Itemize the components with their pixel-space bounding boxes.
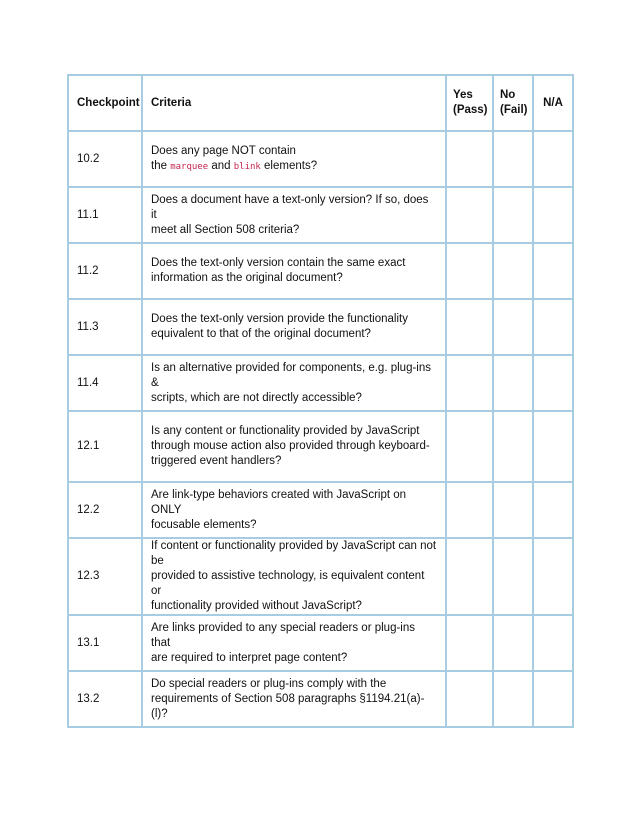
na-cell[interactable] — [533, 411, 573, 482]
table-row — [68, 131, 573, 187]
checkpoint-cell: 11.4 — [68, 355, 142, 411]
yes-cell[interactable] — [446, 355, 493, 411]
checkpoint-cell: 11.3 — [68, 299, 142, 355]
no-cell[interactable] — [493, 355, 533, 411]
criteria-cell: Is an alternative provided for components, e.g. plug-ins & scripts, which are not directly accessible? — [142, 355, 446, 411]
criteria-cell: If content or functionality provided by JavaScript can not be provided to assistive technology, is equivalent content or functionality provided without JavaScript? — [142, 538, 446, 615]
yes-cell[interactable] — [446, 187, 493, 243]
criteria-cell: Are links provided to any special readers or plug-ins that are required to interpret page content? — [142, 615, 446, 671]
yes-cell[interactable] — [446, 299, 493, 355]
table-row — [68, 299, 573, 355]
table-row — [68, 671, 573, 727]
table-row — [68, 355, 573, 411]
na-cell[interactable] — [533, 131, 573, 187]
header-yes-label: Yes — [453, 89, 473, 101]
table-row — [68, 538, 573, 615]
no-cell[interactable] — [493, 482, 533, 538]
na-cell[interactable] — [533, 671, 573, 727]
table-row — [68, 187, 573, 243]
header-row — [68, 75, 573, 131]
header-yes-sub: (Pass) — [453, 104, 488, 116]
yes-cell[interactable] — [446, 482, 493, 538]
yes-cell[interactable] — [446, 538, 493, 615]
criteria-cell: Does the text-only version contain the same exact information as the original document? — [142, 243, 446, 299]
checkpoint-cell: 13.2 — [68, 671, 142, 727]
yes-cell[interactable] — [446, 131, 493, 187]
header-no-label: No — [500, 89, 516, 101]
header-na: N/A — [533, 75, 573, 131]
na-cell[interactable] — [533, 243, 573, 299]
na-cell[interactable] — [533, 187, 573, 243]
na-cell[interactable] — [533, 538, 573, 615]
header-criteria: Criteria — [142, 75, 446, 131]
no-cell[interactable] — [493, 411, 533, 482]
no-cell[interactable] — [493, 538, 533, 615]
checkpoint-cell: 11.2 — [68, 243, 142, 299]
header-checkpoint: Checkpoint — [68, 75, 142, 131]
no-cell[interactable] — [493, 671, 533, 727]
no-cell[interactable] — [493, 187, 533, 243]
checkpoint-cell: 12.1 — [68, 411, 142, 482]
criteria-cell: Is any content or functionality provided by JavaScript through mouse action also provided through keyboard- triggered event handlers? — [142, 411, 446, 482]
table-row — [68, 482, 573, 538]
yes-cell[interactable] — [446, 671, 493, 727]
na-cell[interactable] — [533, 615, 573, 671]
header-yes — [446, 75, 493, 131]
criteria-cell: Does any page NOT contain the marquee and blink elements? — [142, 131, 446, 187]
checkpoint-cell: 12.2 — [68, 482, 142, 538]
table-row — [68, 411, 573, 482]
criteria-cell: Are link-type behaviors created with JavaScript on ONLY focusable elements? — [142, 482, 446, 538]
criteria-cell: Does a document have a text-only version? If so, does it meet all Section 508 criteria? — [142, 187, 446, 243]
code-marquee: marquee — [170, 161, 209, 172]
checklist-table — [67, 74, 574, 728]
checkpoint-cell: 11.1 — [68, 187, 142, 243]
checkpoint-cell: 12.3 — [68, 538, 142, 615]
header-no-sub: (Fail) — [500, 104, 528, 116]
no-cell[interactable] — [493, 299, 533, 355]
no-cell[interactable] — [493, 243, 533, 299]
yes-cell[interactable] — [446, 243, 493, 299]
table-row — [68, 243, 573, 299]
yes-cell[interactable] — [446, 615, 493, 671]
yes-cell[interactable] — [446, 411, 493, 482]
no-cell[interactable] — [493, 131, 533, 187]
no-cell[interactable] — [493, 615, 533, 671]
na-cell[interactable] — [533, 299, 573, 355]
table-row — [68, 615, 573, 671]
header-no — [493, 75, 533, 131]
checkpoint-cell: 10.2 — [68, 131, 142, 187]
criteria-cell: Do special readers or plug-ins comply with the requirements of Section 508 paragraphs §1194.21(a)-(l)? — [142, 671, 446, 727]
checkpoint-cell: 13.1 — [68, 615, 142, 671]
code-blink: blink — [233, 161, 261, 172]
na-cell[interactable] — [533, 355, 573, 411]
criteria-cell: Does the text-only version provide the functionality equivalent to that of the original document? — [142, 299, 446, 355]
na-cell[interactable] — [533, 482, 573, 538]
